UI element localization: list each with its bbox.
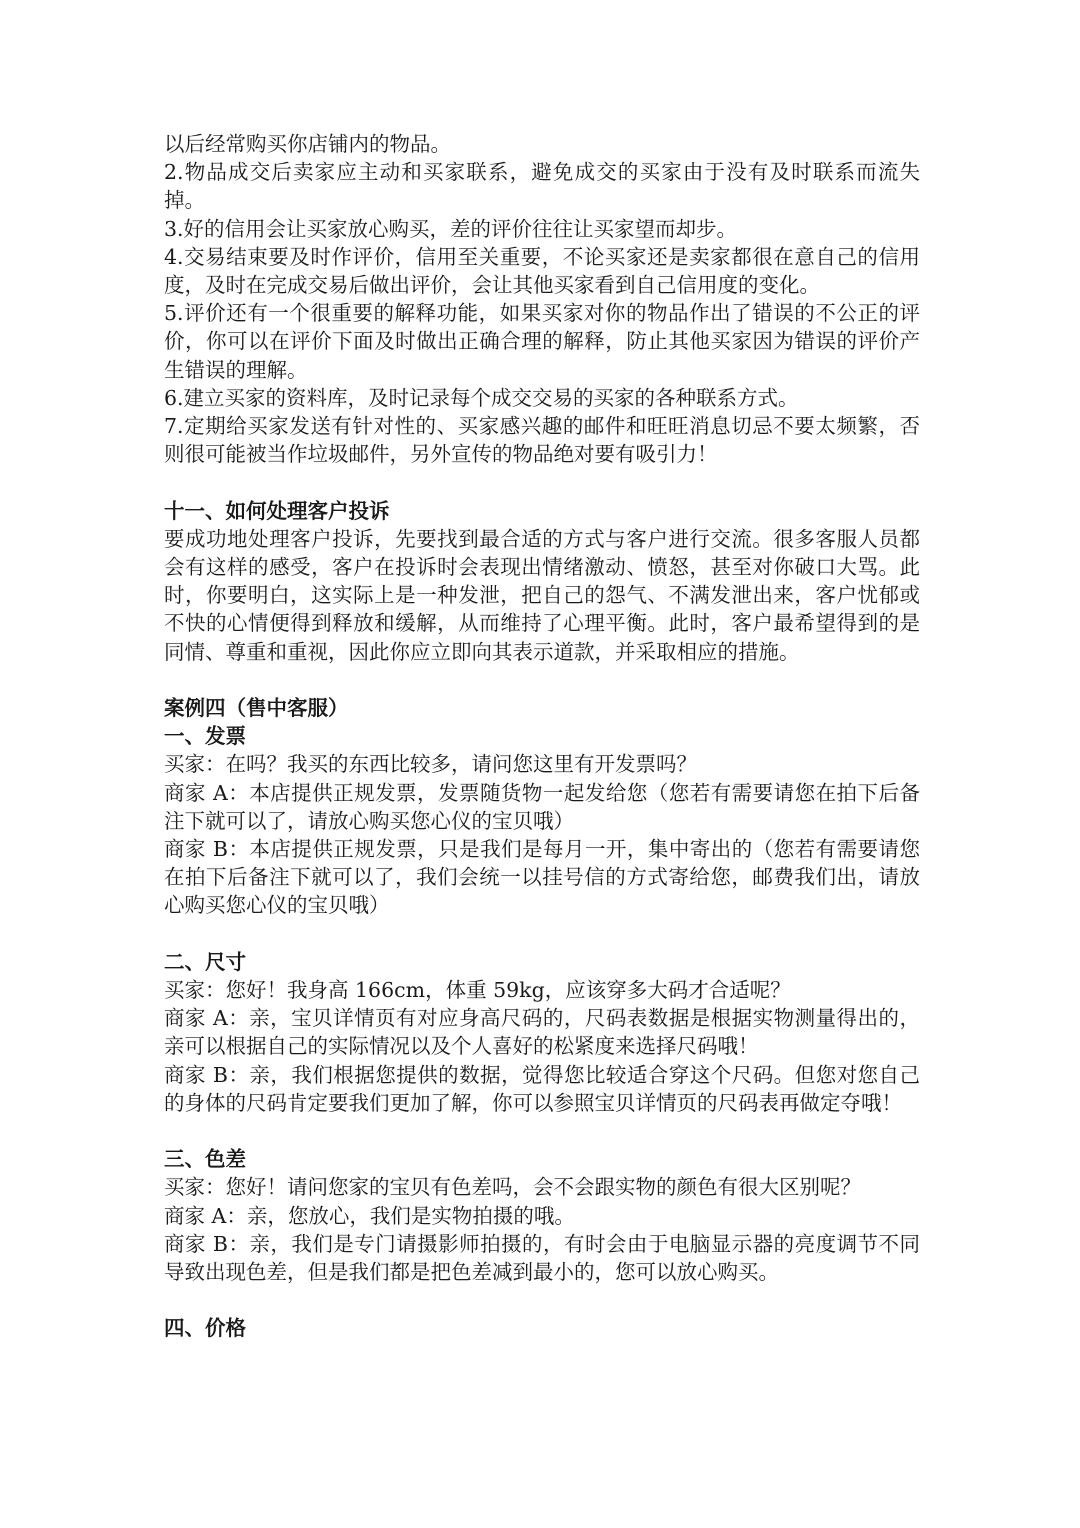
size-merchant-a-line: 商家 A：亲，宝贝详情页有对应身高尺码的，尺码表数据是根据实物测量得出的，亲可以根据自己的实际情况以及个人喜好的松紧度来选择尺码哦！ (164, 1006, 920, 1059)
document-page (164, 130, 920, 1343)
invoice-heading: 一、发票 (164, 724, 246, 749)
color-merchant-b-line: 商家 B：亲，我们是专门请摄影师拍摄的，有时会由于电脑显示器的亮度调节不同导致出现色差，但是我们都是把色差减到最小的，您可以放心购买。 (164, 1231, 920, 1285)
tip-6: 6.建立买家的资料库，及时记录每个成交交易的买家的各种联系方式。 (164, 385, 799, 410)
spacer (164, 666, 920, 694)
invoice-merchant-b-line: 商家 B：本店提供正规发票，只是我们是每月一开，集中寄出的（您若有需要请您在拍下后备注下就可以了，我们会统一以挂号信的方式寄给您，邮费我们出，请放心购买您心仪的宝贝哦） (164, 837, 920, 918)
invoice-merchant-a-line: 商家 A：本店提供正规发票，发票随货物一起发给您（您若有需要请您在拍下后备注下就可以了，请放心购买您心仪的宝贝哦） (164, 780, 920, 833)
section-11-heading: 十一、如何处理客户投诉 (164, 498, 390, 523)
size-buyer-line: 买家：您好！我身高 166cm，体重 59kg，应该穿多大码才合适呢？ (164, 978, 791, 1003)
price-heading: 四、价格 (164, 1316, 246, 1341)
spacer (164, 1286, 920, 1314)
tip-3: 3.好的信用会让买家放心购买，差的评价往往让买家望而却步。 (164, 216, 738, 241)
size-heading: 二、尺寸 (164, 949, 246, 974)
tip-2: 2.物品成交后卖家应主动和买家联系，避免成交的买家由于没有及时联系而流失掉。 (164, 160, 920, 213)
section-11-body: 要成功地处理客户投诉，先要找到最合适的方式与客户进行交流。很多客服人员都会有这样的感受，客户在投诉时会表现出情绪激动、愤怒，甚至对你破口大骂。此时，你要明白，这实际上是一种发泄，把自己的怨气、不满发泄出来，客户忧郁或不快的心情便得到释放和缓解，从而维持了心理平衡。此时，客户最希望得到的是同情、尊重和重视，因此你应立即向其表示道款，并采取相应的措施。 (164, 526, 920, 664)
color-heading: 三、色差 (164, 1147, 246, 1172)
paragraph-intro-tail: 以后经常购买你店铺内的物品。 (164, 132, 451, 156)
case-4-heading: 案例四（售中客服） (164, 696, 349, 721)
color-buyer-line: 买家：您好！请问您家的宝贝有色差吗，会不会跟实物的颜色有很大区别呢？ (164, 1175, 861, 1200)
size-merchant-b-line: 商家 B：亲，我们根据您提供的数据，觉得您比较适合穿这个尺码。但您对您自己的身体的尺码肯定要我们更加了解，你可以参照宝贝详情页的尺码表再做定夺哦！ (164, 1062, 920, 1115)
tip-4: 4.交易结束要及时作评价，信用至关重要，不论买家还是卖家都很在意自己的信用度，及时在完成交易后做出评价，会让其他买家看到自己信用度的变化。 (164, 244, 920, 298)
color-merchant-a-line: 商家 A：亲，您放心，我们是实物拍摄的哦。 (164, 1203, 575, 1228)
spacer (164, 1117, 920, 1145)
spacer (164, 468, 920, 496)
spacer (164, 920, 920, 948)
tip-7: 7.定期给买家发送有针对性的、买家感兴趣的邮件和旺旺消息切忌不要太频繁，否则很可能被当作垃圾邮件，另外宣传的物品绝对要有吸引力！ (164, 414, 920, 467)
tip-5: 5.评价还有一个很重要的解释功能，如果买家对你的物品作出了错误的不公正的评价，你可以在评价下面及时做出正确合理的解释，防止其他买家因为错误的评价产生错误的理解。 (164, 301, 920, 382)
invoice-buyer-line: 买家：在吗？我买的东西比较多，请问您这里有开发票吗？ (164, 752, 697, 777)
